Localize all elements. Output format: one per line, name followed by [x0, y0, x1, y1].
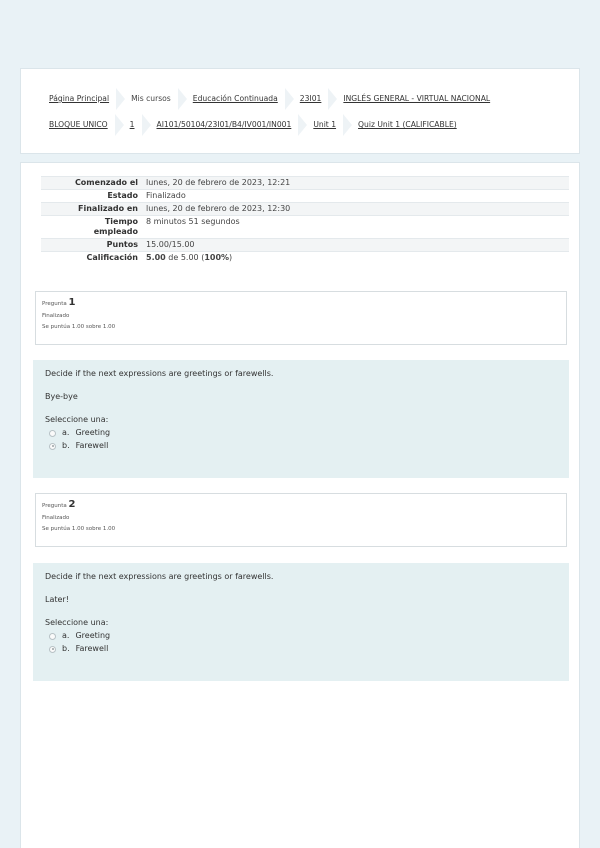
answer-prompt: Seleccione una: [45, 415, 109, 424]
question-score: Se puntúa 1.00 sobre 1.00 [42, 324, 116, 330]
option-label: Greeting [75, 631, 111, 640]
question-state: Finalizado [42, 515, 70, 521]
question-state: Finalizado [42, 313, 70, 319]
summary-label: Estado [41, 190, 142, 203]
option-letter: a. [62, 428, 70, 437]
grade-value: 5.00 [146, 253, 166, 262]
answer-option-b[interactable] [45, 441, 557, 451]
breadcrumb-item-home[interactable]: Página Principal [43, 88, 125, 110]
answer-option-b[interactable] [45, 644, 557, 654]
breadcrumb [43, 88, 506, 110]
question-label: Pregunta [42, 503, 67, 509]
question-number-value: 1 [68, 297, 76, 308]
breadcrumb-row-2 [43, 114, 473, 136]
breadcrumb-item-unit[interactable]: Unit 1 [307, 114, 352, 136]
summary-grade [142, 252, 569, 265]
answer-prompt: Seleccione una: [45, 618, 109, 627]
question-expression: Bye-bye [45, 392, 78, 401]
question-content-2 [33, 563, 569, 681]
question-score: Se puntúa 1.00 sobre 1.00 [42, 526, 116, 532]
summary-value: 8 minutos 51 segundos [142, 216, 569, 239]
question-number-value: 2 [68, 499, 76, 510]
attempt-summary-table [41, 176, 569, 264]
summary-label: Tiempo empleado [41, 216, 142, 239]
question-number [42, 297, 560, 308]
option-letter: a. [62, 631, 70, 640]
summary-label: Finalizado en [41, 203, 142, 216]
breadcrumb-item-group[interactable]: AI101/50104/23I01/B4/IV001/IN001 [151, 114, 308, 136]
breadcrumb-item-course[interactable]: INGLÉS GENERAL - VIRTUAL NACIONAL [343, 94, 491, 103]
table-row [41, 177, 569, 190]
breadcrumb-item-section[interactable]: 1 [124, 114, 151, 136]
radio-button-selected[interactable] [49, 646, 56, 653]
question-text: Decide if the next expressions are greetings or farewells. [45, 572, 274, 581]
table-row [41, 190, 569, 203]
breadcrumb-item-quiz[interactable]: Quiz Unit 1 (CALIFICABLE) [358, 120, 457, 129]
breadcrumb-item-block[interactable]: BLOQUE UNICO [43, 114, 124, 136]
answer-option-a[interactable] [45, 631, 557, 641]
grade-close: ) [229, 253, 233, 262]
summary-value: 15.00/15.00 [142, 239, 569, 252]
radio-button[interactable] [49, 430, 56, 437]
option-label: Farewell [75, 441, 109, 450]
grade-out-of: de 5.00 ( [165, 253, 205, 262]
table-row [41, 216, 569, 239]
option-letter: b. [62, 644, 70, 653]
answer-option-a[interactable] [45, 428, 557, 438]
summary-value: lunes, 20 de febrero de 2023, 12:21 [142, 177, 569, 190]
breadcrumb-item-my-courses[interactable]: Mis cursos [125, 88, 187, 110]
table-row [41, 252, 569, 265]
table-row [41, 203, 569, 216]
option-label: Farewell [75, 644, 109, 653]
option-label: Greeting [75, 428, 111, 437]
breadcrumb-panel [20, 68, 580, 154]
summary-value: lunes, 20 de febrero de 2023, 12:30 [142, 203, 569, 216]
summary-label: Calificación [41, 252, 142, 265]
radio-button[interactable] [49, 633, 56, 640]
table-row [41, 239, 569, 252]
option-letter: b. [62, 441, 70, 450]
question-text: Decide if the next expressions are greetings or farewells. [45, 369, 274, 378]
question-number [42, 499, 560, 510]
breadcrumb-item-period[interactable]: 23I01 [294, 88, 338, 110]
breadcrumb-item-continuing-education[interactable]: Educación Continuada [187, 88, 294, 110]
question-info-1 [35, 291, 567, 345]
summary-label: Puntos [41, 239, 142, 252]
question-expression: Later! [45, 595, 69, 604]
grade-percent: 100% [204, 253, 230, 262]
question-label: Pregunta [42, 301, 67, 307]
summary-label: Comenzado el [41, 177, 142, 190]
summary-value: Finalizado [142, 190, 569, 203]
question-content-1 [33, 360, 569, 478]
radio-button-selected[interactable] [49, 443, 56, 450]
question-info-2 [35, 493, 567, 547]
quiz-review-panel [20, 162, 580, 848]
